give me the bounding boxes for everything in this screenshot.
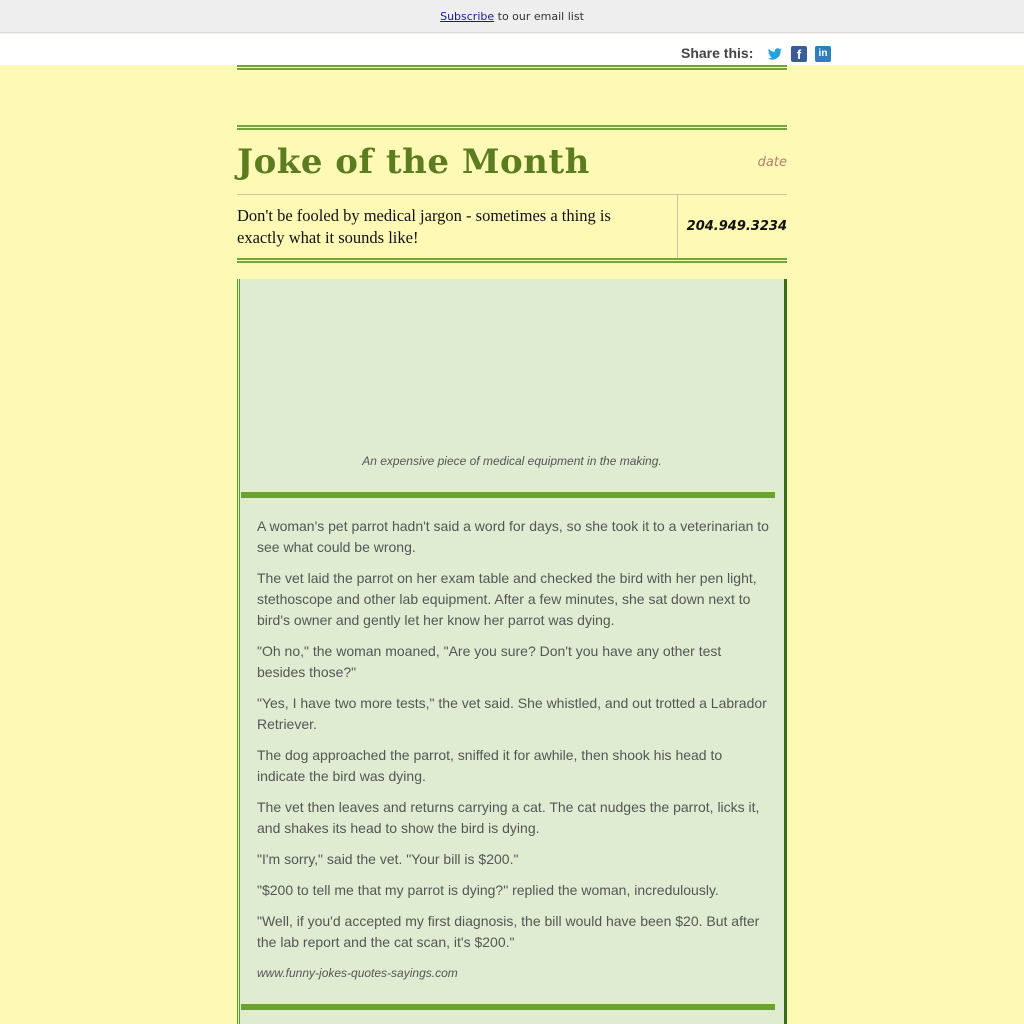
facebook-icon[interactable]: f xyxy=(791,46,807,62)
share-bar xyxy=(0,34,1024,65)
joke-body xyxy=(257,516,772,984)
divider-header-top xyxy=(237,125,787,130)
joke-paragraph: The vet laid the parrot on her exam table and checked the bird with her pen light, stethoscope and other lab equipment. After a few minutes, she sat down next to bird's owner and gently let her know her parrot was dying. xyxy=(257,570,757,628)
subscribe-link[interactable]: Subscribe xyxy=(440,10,495,23)
share-label: Share this: xyxy=(681,45,754,61)
tagline: Don't be fooled by medical jargon - sometimes a thing is exactly what it sounds like! xyxy=(237,206,611,247)
divider-header-bottom xyxy=(237,258,787,263)
joke-source: www.funny-jokes-quotes-sayings.com xyxy=(257,966,458,980)
joke-paragraph: "I'm sorry," said the vet. "Your bill is $200." xyxy=(257,851,519,867)
joke-paragraph: The dog approached the parrot, sniffed it for awhile, then shook his head to indicate the bird was dying. xyxy=(257,747,723,784)
twitter-icon[interactable] xyxy=(767,46,783,62)
section-bar-top xyxy=(241,492,775,498)
joke-paragraph: "Oh no," the woman moaned, "Are you sure? Don't you have any other test besides those?" xyxy=(257,643,722,680)
content-panel xyxy=(237,279,787,1024)
page-title: Joke of the Month xyxy=(237,142,590,182)
joke-paragraph: The vet then leaves and returns carrying a cat. The cat nudges the parrot, licks it, and shakes its head to show the bird is dying. xyxy=(257,799,760,836)
divider-top xyxy=(237,65,787,70)
subscribe-bar xyxy=(0,0,1024,33)
linkedin-icon[interactable]: in xyxy=(815,46,831,62)
phone-number: 204.949.3234 xyxy=(686,219,787,234)
joke-paragraph: A woman's pet parrot hadn't said a word for days, so she took it to a veterinarian to see what could be wrong. xyxy=(257,518,769,555)
joke-paragraph: "$200 to tell me that my parrot is dying?" replied the woman, incredulously. xyxy=(257,882,719,898)
joke-paragraph: "Well, if you'd accepted my first diagnosis, the bill would have been $20. But after the lab report and the cat scan, it's $200." xyxy=(257,913,760,950)
subscribe-text: to our email list xyxy=(494,10,584,23)
joke-paragraph: "Yes, I have two more tests," the vet said. She whistled, and out trotted a Labrador Retriever. xyxy=(257,695,767,732)
section-bar-bottom xyxy=(241,1004,775,1010)
issue-date: date xyxy=(757,155,787,170)
image-caption: An expensive piece of medical equipment in the making. xyxy=(362,454,662,468)
header-vertical-divider xyxy=(677,195,678,259)
header-rule xyxy=(237,194,787,195)
